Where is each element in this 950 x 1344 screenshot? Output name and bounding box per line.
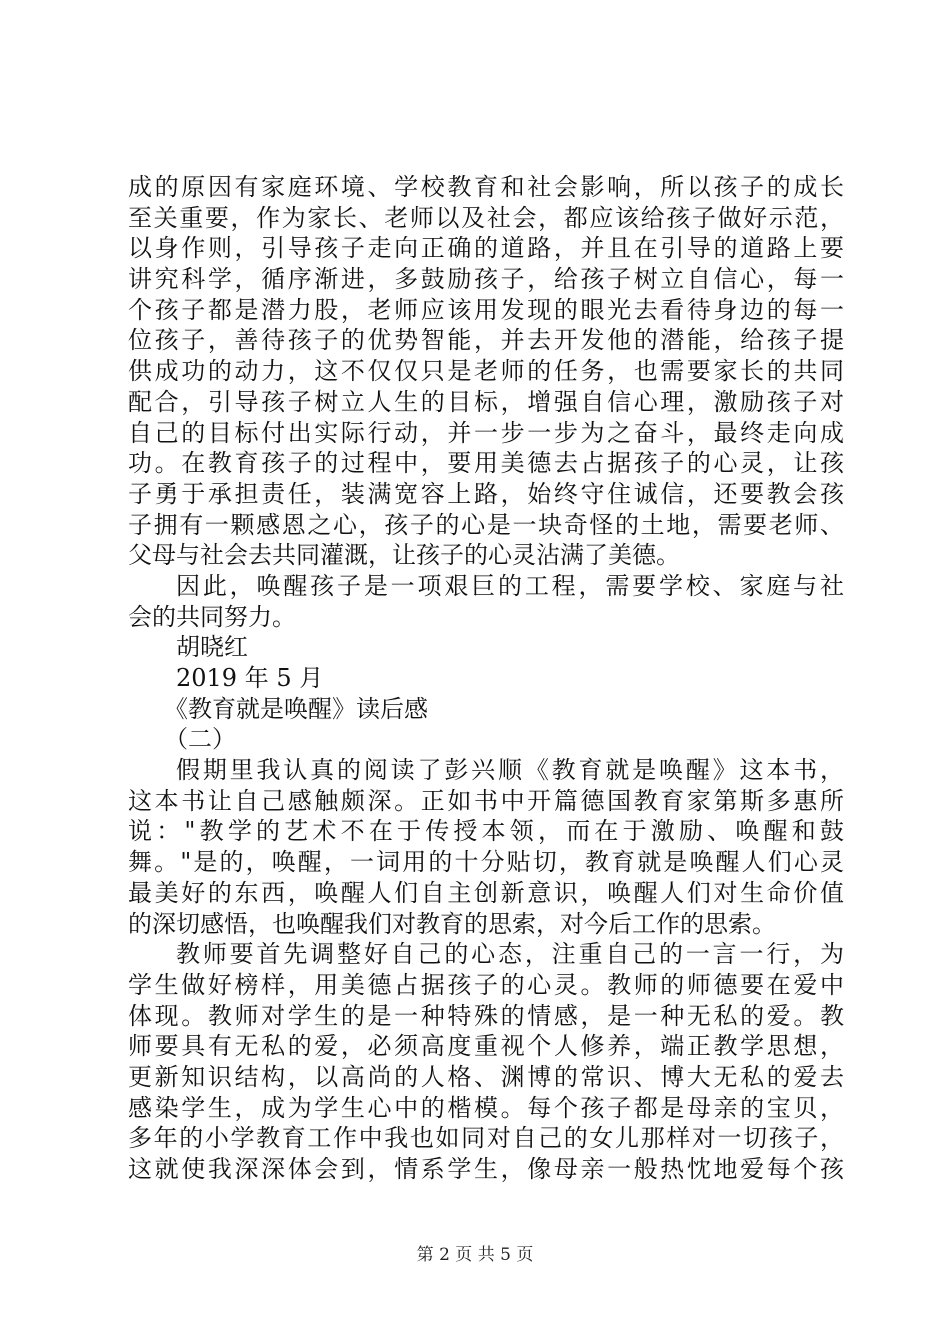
- paragraph-line: 自己的目标付出实际行动，并一步一步为之奋斗，最终走向成: [128, 418, 844, 447]
- paragraph-line: 功。在教育孩子的过程中，要用美德去占据孩子的心灵，让孩: [128, 449, 844, 478]
- paragraph-line: 因此，唤醒孩子是一项艰巨的工程，需要学校、家庭与社: [176, 571, 844, 600]
- paragraph-line: 最美好的东西，唤醒人们自主创新意识，唤醒人们对生命价值: [128, 878, 844, 907]
- paragraph-line: 个孩子都是潜力股，老师应该用发现的眼光去看待身边的每一: [128, 295, 844, 324]
- paragraph-line: 父母与社会去共同灌溉，让孩子的心灵沾满了美德。: [128, 541, 680, 570]
- paragraph-4: [128, 939, 844, 1185]
- paragraph-line: 配合，引导孩子树立人生的目标，增强自信心理，激励孩子对: [128, 387, 844, 416]
- paragraph-line: 师要具有无私的爱，必须高度重视个人修养，端正教学思想，: [128, 1032, 844, 1061]
- paragraph-line: 成的原因有家庭环境、学校教育和社会影响，所以孩子的成长: [128, 173, 844, 201]
- paragraph-line: 位孩子，善待孩子的优势智能，并去开发他的潜能，给孩子提: [128, 326, 844, 355]
- paragraph-line: 至关重要，作为家长、老师以及社会，都应该给孩子做好示范，: [128, 203, 844, 232]
- paragraph-line: 体现。教师对学生的是一种特殊的情感，是一种无私的爱。教: [128, 1001, 844, 1030]
- paragraph-line: 这就使我深深体会到，情系学生，像母亲一般热忱地爱每个孩: [128, 1155, 844, 1183]
- paragraph-line: 多年的小学教育工作中我也如同对自己的女儿那样对一切孩子，: [128, 1124, 844, 1153]
- paragraph-line: 以身作则，引导孩子走向正确的道路，并且在引导的道路上要: [128, 234, 844, 263]
- paragraph-line: 讲究科学，循序渐进，多鼓励孩子，给孩子树立自信心，每一: [128, 265, 844, 294]
- paragraph-line: 说："教学的艺术不在于传授本领，而在于激励、唤醒和鼓: [128, 817, 844, 846]
- paragraph-2: [128, 571, 844, 632]
- paragraph-line: 假期里我认真的阅读了彭兴顺《教育就是唤醒》这本书，: [176, 756, 844, 785]
- paragraph-line: 舞。"是的，唤醒，一词用的十分贴切，教育就是唤醒人们心灵: [128, 848, 844, 877]
- author-name: 胡晓红: [176, 633, 248, 662]
- paragraph-1: [128, 172, 844, 571]
- paragraph-line: 子勇于承担责任，装满宽容上路，始终守住诚信，还要教会孩: [128, 479, 844, 508]
- paragraph-line: 子拥有一颗感恩之心，孩子的心是一块奇怪的土地，需要老师、: [128, 510, 844, 539]
- paragraph-line: 学生做好榜样，用美德占据孩子的心灵。教师的师德要在爱中: [128, 970, 844, 999]
- page-number-footer: 第 2 页 共 5 页: [416, 1245, 534, 1265]
- paragraph-line: 更新知识结构，以高尚的人格、渊博的常识、博大无私的爱去: [128, 1062, 844, 1091]
- article-title: 《教育就是唤醒》读后感: [164, 694, 428, 723]
- paragraph-line: 教师要首先调整好自己的心态，注重自己的一言一行，为: [176, 940, 844, 969]
- date: 2019 年 5 月: [176, 664, 324, 692]
- paragraph-3: [128, 755, 844, 939]
- paragraph-line: 会的共同努力。: [128, 602, 296, 631]
- paragraph-line: 感染学生，成为学生心中的楷模。每个孩子都是母亲的宝贝，: [128, 1093, 844, 1122]
- section-number: （二）: [164, 725, 236, 754]
- paragraph-line: 这本书让自己感触颇深。正如书中开篇德国教育家第斯多惠所: [128, 786, 844, 815]
- paragraph-line: 的深切感悟，也唤醒我们对教育的思索，对今后工作的思索。: [128, 909, 776, 938]
- body-text: [128, 172, 844, 1185]
- paragraph-line: 供成功的动力，这不仅仅只是老师的任务，也需要家长的共同: [128, 357, 844, 386]
